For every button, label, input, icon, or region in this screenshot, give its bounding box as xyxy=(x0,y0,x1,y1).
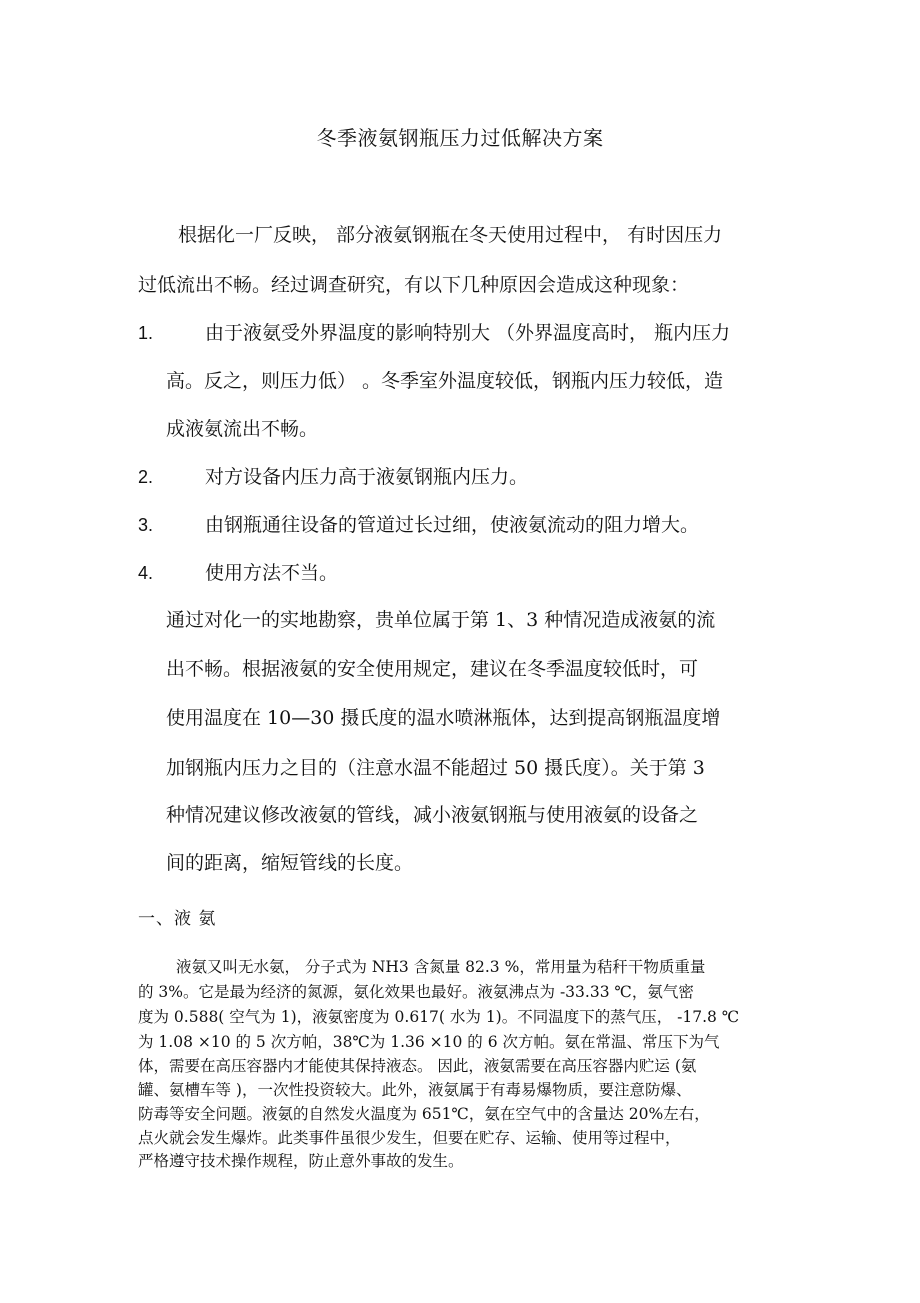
solution-line: 出不畅。根据液氨的安全使用规定，建议在冬季温度较低时，可 xyxy=(166,658,699,680)
list-number: 4. xyxy=(138,563,154,583)
section-line: 液氨又叫无水氨， 分子式为 NH3 含氮量 82.3 %，常用量为秸秆干物质重量 xyxy=(176,958,706,976)
section-line: 度为 0.588( 空气为 1)，液氨密度为 0.617( 水为 1)。不同温度下的蒸气压， -17.8 ℃ xyxy=(138,1008,740,1026)
intro-line: 过低流出不畅。经过调查研究，有以下几种原因会造成这种现象： xyxy=(138,274,690,296)
list-item-line: 成液氨流出不畅。 xyxy=(166,418,319,440)
section-line: 体，需要在高压容器内才能使其保持液态。 因此，液氨需要在高压容器内贮运 (氨 xyxy=(138,1057,697,1075)
solution-line: 通过对化一的实地勘察，贵单位属于第 1、3 种情况造成液氨的流 xyxy=(166,609,716,631)
solution-line: 使用温度在 10—30 摄氏度的温水喷淋瓶体，达到提高钢瓶温度增 xyxy=(166,707,721,729)
list-number: 2. xyxy=(138,467,154,487)
list-item-line: 由钢瓶通往设备的管道过长过细，使液氨流动的阻力增大。 xyxy=(205,514,700,536)
list-item-line: 由于液氨受外界温度的影响特别大 （外界温度高时， 瓶内压力 xyxy=(205,322,731,344)
intro-line: 根据化一厂反映， 部分液氨钢瓶在冬天使用过程中， 有时因压力 xyxy=(178,224,723,246)
section-line: 防毒等安全问题。液氨的自然发火温度为 651℃，氨在空气中的含量达 20%左右， xyxy=(138,1105,710,1123)
section-line: 严格遵守技术操作规程，防止意外事故的发生。 xyxy=(138,1152,464,1170)
list-item-line: 高。反之，则压力低） 。冬季室外温度较低，钢瓶内压力较低，造 xyxy=(166,370,724,392)
list-number: 1. xyxy=(138,323,154,343)
section-heading: 一、液 氨 xyxy=(138,909,217,929)
section-line: 罐、氨槽车等 )，一次性投资较大。此外，液氨属于有毒易爆物质，要注意防爆、 xyxy=(138,1081,692,1099)
list-item-line: 使用方法不当。 xyxy=(205,562,339,584)
section-line: 点火就会发生爆炸。此类事件虽很少发生，但要在贮存、运输、使用等过程中， xyxy=(138,1129,681,1147)
document-title: 冬季液氨钢瓶压力过低解决方案 xyxy=(316,126,604,150)
section-line: 的 3%。它是最为经济的氮源，氨化效果也最好。液氨沸点为 -33.33 ℃，氨气密 xyxy=(138,983,694,1001)
list-item-line: 对方设备内压力高于液氨钢瓶内压力。 xyxy=(205,466,529,488)
solution-line: 加钢瓶内压力之目的（注意水温不能超过 50 摄氏度）。关于第 3 xyxy=(166,757,705,779)
solution-line: 间的距离，缩短管线的长度。 xyxy=(166,852,414,874)
list-number: 3. xyxy=(138,515,154,535)
solution-line: 种情况建议修改液氨的管线，减小液氨钢瓶与使用液氨的设备之 xyxy=(166,804,699,826)
section-line: 为 1.08 ×10 的 5 次方帕，38℃为 1.36 ×10 的 6 次方帕。氨在常温、常压下为气 xyxy=(138,1033,720,1051)
